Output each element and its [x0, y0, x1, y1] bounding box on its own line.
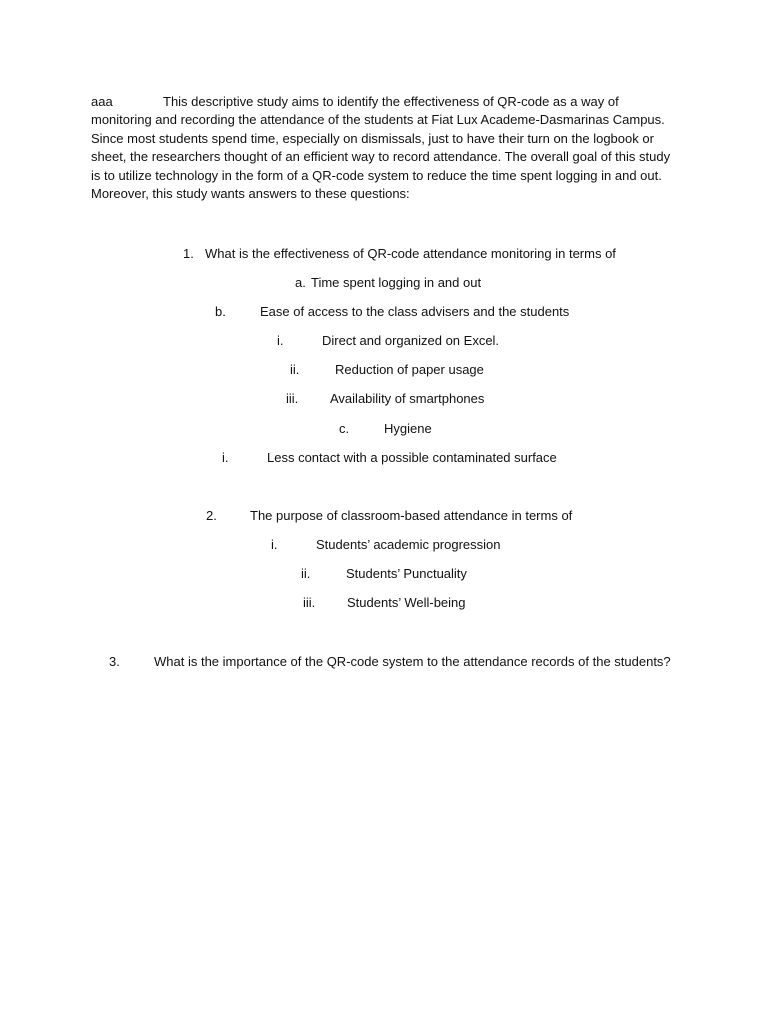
question-3-text: What is the importance of the QR-code system to the attendance records of the students? [154, 654, 671, 669]
item-1b-marker: b. [215, 304, 226, 319]
item-1b-ii-text: Reduction of paper usage [335, 362, 484, 377]
item-2-ii-text: Students’ Punctuality [346, 566, 467, 581]
item-2-i-marker: i. [271, 537, 278, 552]
question-2-marker: 2. [206, 508, 217, 523]
question-1-text: What is the effectiveness of QR-code attendance monitoring in terms of [205, 246, 616, 261]
question-1-marker: 1. [183, 246, 194, 261]
item-1b-text: Ease of access to the class advisers and the students [260, 304, 570, 319]
intro-body: This descriptive study aims to identify the effectiveness of QR-code as a way of monitoring and recording the attendance of the students at Fiat Lux Academe-Dasmarinas Campus. Since most students spend time, especially on dismissals, just to have their turn on the logbook or sheet, the researchers thought of an efficient way to record attendance. The overall goal of this study is to utilize technology in the form of a QR-code system to reduce the time spent logging in and out. Moreover, this study wants answers to these questions: [91, 94, 671, 202]
item-2-i-text: Students’ academic progression [316, 537, 501, 552]
item-2-iii-marker: iii. [303, 595, 316, 610]
intro-lead: aaa [91, 94, 113, 109]
item-1c-text: Hygiene [384, 421, 432, 436]
question-3-marker: 3. [109, 654, 120, 669]
item-1c-i-text: Less contact with a possible contaminated surface [267, 450, 557, 465]
item-2-iii-text: Students’ Well-being [347, 595, 466, 610]
item-1b-i-marker: i. [277, 333, 284, 348]
item-1b-iii-text: Availability of smartphones [330, 391, 485, 406]
item-1c-i-marker: i. [222, 450, 229, 465]
item-1b-iii-marker: iii. [286, 391, 299, 406]
item-1a-text: Time spent logging in and out [311, 275, 482, 290]
item-1a-marker: a. [295, 275, 306, 290]
item-1b-ii-marker: ii. [290, 362, 300, 377]
item-1b-i-text: Direct and organized on Excel. [322, 333, 500, 348]
item-1c-marker: c. [339, 421, 350, 436]
question-2-text: The purpose of classroom-based attendance in terms of [250, 508, 573, 523]
intro-paragraph [91, 93, 681, 203]
item-2-ii-marker: ii. [301, 566, 311, 581]
